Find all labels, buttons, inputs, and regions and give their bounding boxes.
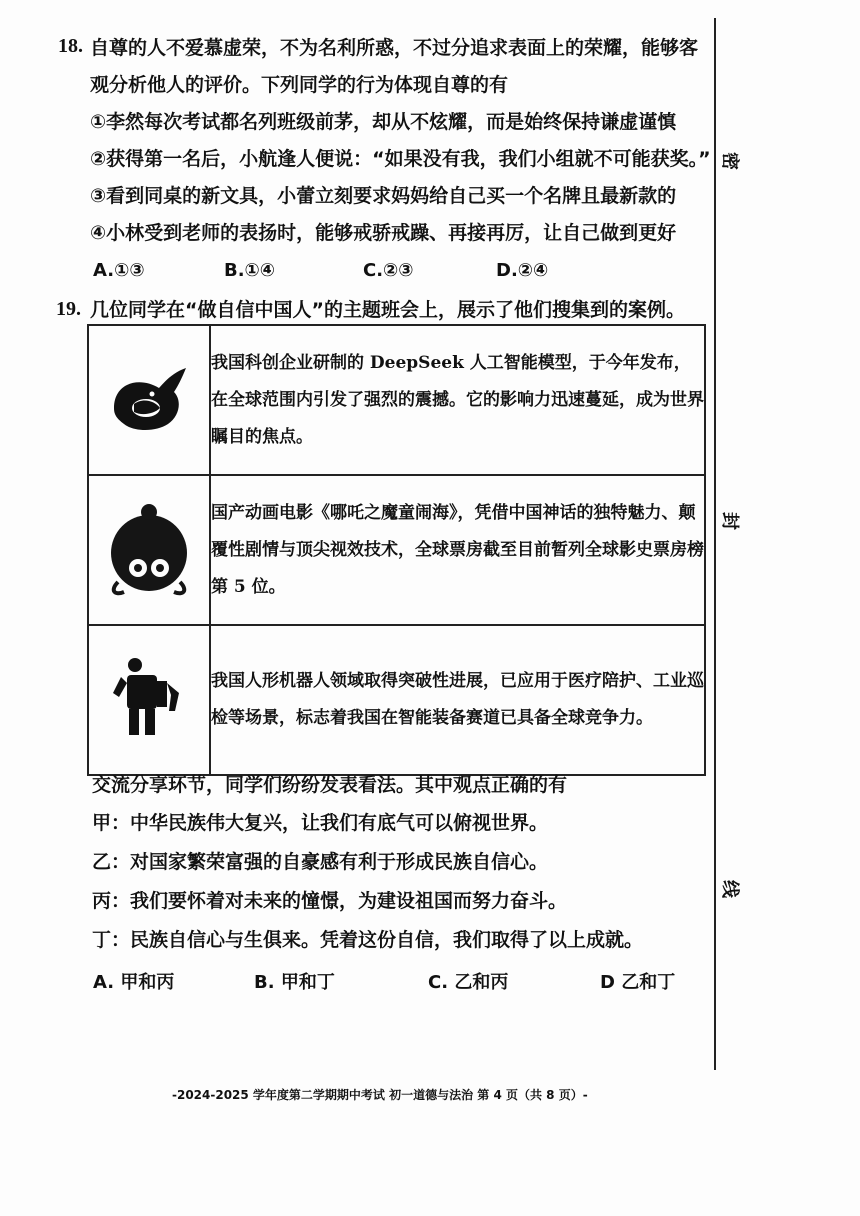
case-row bbox=[88, 325, 705, 475]
whale-logo-icon bbox=[104, 358, 194, 438]
q19-view-bing: 丙：我们要怀着对未来的憧憬，为建设祖国而努力奋斗。 bbox=[92, 890, 568, 912]
case-text: 我国人形机器人领域取得突破性进展，已应用于医疗陪护、工业巡检等场景，标志着我国在智能装备赛道已具备全球竞争力。 bbox=[210, 625, 705, 775]
case-row bbox=[88, 625, 705, 775]
side-label-line: 线 bbox=[719, 880, 740, 898]
q19-option-c: C. 乙和丙 bbox=[428, 972, 509, 993]
case-text: 国产动画电影《哪吒之魔童闹海》，凭借中国神话的独特魅力、颠覆性剧情与顶尖视效技术，全球票房截至目前暂列全球影史票房榜第 5 位。 bbox=[210, 475, 705, 625]
humanoid-robot-icon bbox=[109, 653, 189, 743]
case-table bbox=[87, 324, 706, 776]
q19-view-ding: 丁：民族自信心与生俱来。凭着这份自信，我们取得了以上成就。 bbox=[92, 929, 644, 951]
nezha-character-icon bbox=[104, 498, 194, 598]
case-image-cell bbox=[88, 325, 210, 475]
case-image-cell bbox=[88, 625, 210, 775]
q19-view-jia: 甲：中华民族伟大复兴，让我们有底气可以俯视世界。 bbox=[92, 812, 549, 834]
q18-item-2: ②获得第一名后，小航逢人便说：“如果没有我，我们小组就不可能获奖。” bbox=[90, 148, 711, 170]
side-label-seal: 密 bbox=[719, 152, 740, 170]
q19-view-yi: 乙：对国家繁荣富强的自豪感有利于形成民族自信心。 bbox=[92, 851, 549, 873]
side-label-seal-2: 封 bbox=[719, 512, 740, 530]
q18-stem-line-2: 观分析他人的评价。下列同学的行为体现自尊的有 bbox=[90, 74, 509, 96]
q19-prompt: 交流分享环节，同学们纷纷发表看法。其中观点正确的有 bbox=[92, 774, 568, 796]
q18-option-b: B.①④ bbox=[224, 260, 276, 281]
question-number-19: 19. bbox=[56, 298, 81, 320]
question-number-18: 18. bbox=[58, 35, 83, 57]
q19-option-b: B. 甲和丁 bbox=[254, 972, 335, 993]
q18-option-d: D.②④ bbox=[496, 260, 549, 281]
q18-stem-line-1: 自尊的人不爱慕虚荣，不为名利所惑，不过分追求表面上的荣耀，能够客 bbox=[90, 37, 699, 59]
page-footer: -2024-2025 学年度第二学期期中考试 初一道德与法治 第 4 页（共 8 页）- bbox=[172, 1088, 588, 1102]
q18-option-c: C.②③ bbox=[363, 260, 414, 281]
q19-intro: 几位同学在“做自信中国人”的主题班会上，展示了他们搜集到的案例。 bbox=[90, 299, 685, 321]
case-row bbox=[88, 475, 705, 625]
case-text: 我国科创企业研制的 DeepSeek 人工智能模型，于今年发布，在全球范围内引发了强烈的震撼。它的影响力迅速蔓延，成为世界瞩目的焦点。 bbox=[210, 325, 705, 475]
q18-item-1: ①李然每次考试都名列班级前茅，却从不炫耀，而是始终保持谦虚谨慎 bbox=[90, 111, 677, 133]
q19-option-a: A. 甲和丙 bbox=[93, 972, 175, 993]
q18-item-4: ④小林受到老师的表扬时，能够戒骄戒躁、再接再厉，让自己做到更好 bbox=[90, 222, 677, 244]
q19-option-d: D 乙和丁 bbox=[600, 972, 676, 993]
case-image-cell bbox=[88, 475, 210, 625]
q18-option-a: A.①③ bbox=[93, 260, 145, 281]
q18-item-3: ③看到同桌的新文具，小蕾立刻要求妈妈给自己买一个名牌且最新款的 bbox=[90, 185, 677, 207]
binding-margin-line bbox=[714, 18, 716, 1070]
